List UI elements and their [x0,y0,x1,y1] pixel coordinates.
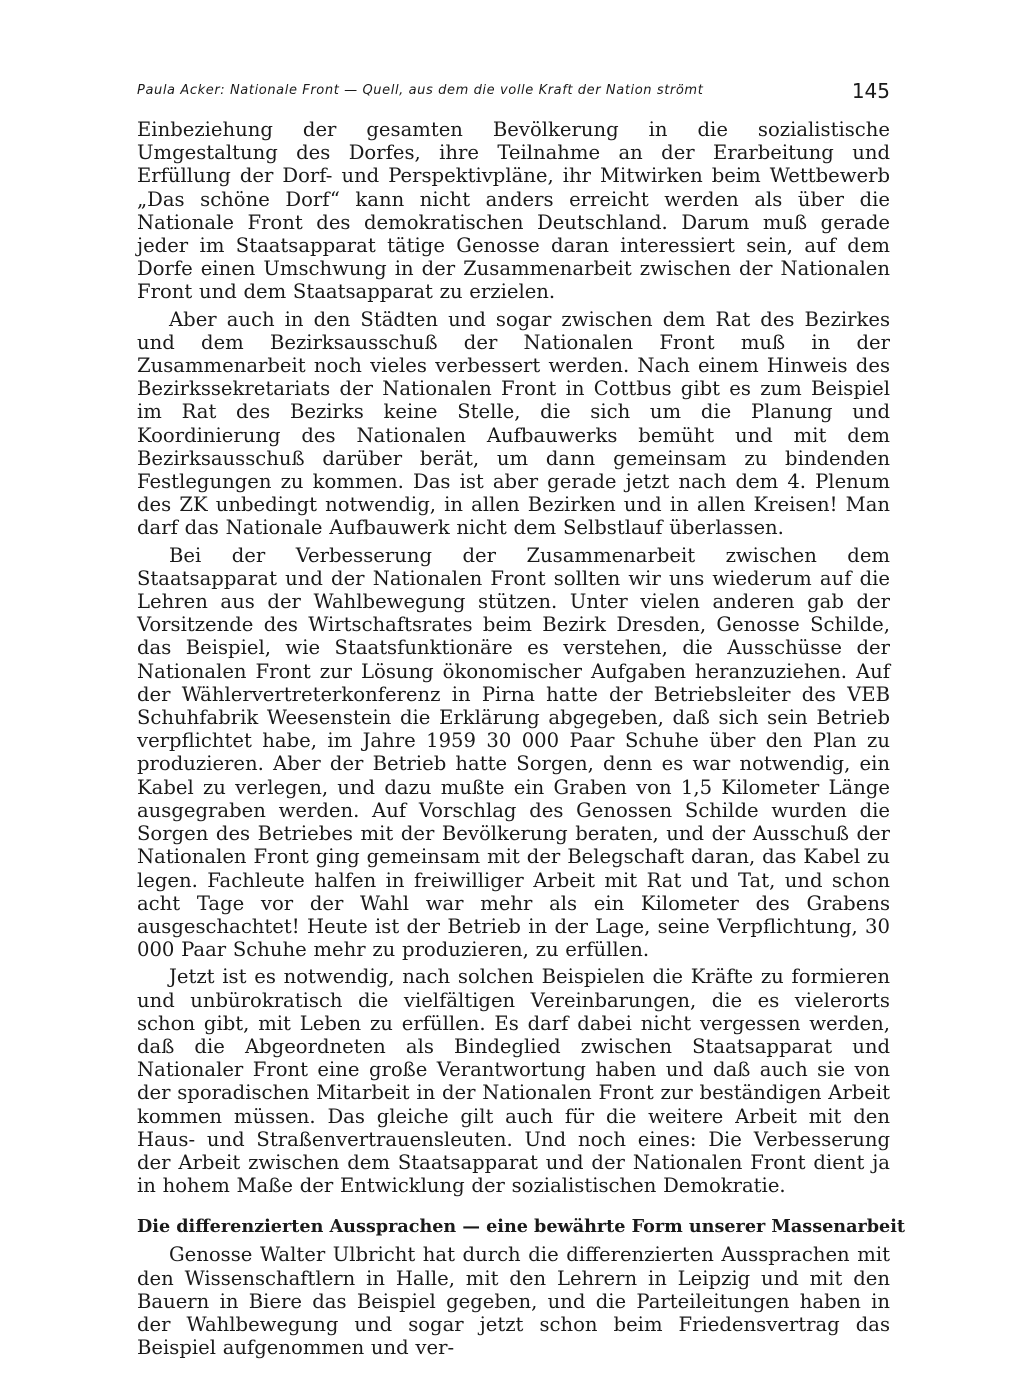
page-header [137,78,890,118]
paragraph-3: Bei der Verbesserung der Zusammenarbeit zwischen dem Staatsapparat und der Nationalen Front sollten wir uns wiederum auf die Lehren aus der Wahlbewegung stützen. Unter vielen anderen gab der Vorsitzende des Wirtschaftsrates beim Bezirk Dresden, Genosse Schilde, das Beispiel, wie Staatsfunktionäre es verstehen, die Ausschüsse der Nationalen Front zur Lösung ökonomischer Aufgaben heranzuziehen. Auf der Wählervertreterkonferenz in Pirna hatte der Betriebsleiter des VEB Schuhfabrik Weesenstein die Erklärung abgegeben, daß sich sein Betrieb verpflichtet habe, im Jahre 1959 30 000 Paar Schuhe über den Plan zu produzieren. Aber der Betrieb hatte Sorgen, denn es war notwendig, ein Kabel zu verlegen, und dazu mußte ein Graben von 1,5 Kilometer Länge ausgegraben werden. Auf Vorschlag des Genossen Schilde wurden die Sorgen des Betriebes mit der Bevölkerung beraten, und der Ausschuß der Nationalen Front ging gemeinsam mit der Belegschaft daran, das Kabel zu legen. Fachleute halfen in freiwilliger Arbeit mit Rat und Tat, und schon acht Tage vor der Wahl war mehr als ein Kilometer des Grabens ausgeschachtet! Heute ist der Betrieb in der Lage, seine Verpflichtung, 30 000 Paar Schuhe mehr zu produzieren, zu erfüllen. [137,543,890,962]
running-head: Paula Acker: Nationale Front — Quell, aus dem die volle Kraft der Nation strömt [137,83,704,98]
section-heading: Die differenzierten Aussprachen — eine bewährte Form unserer Massenarbeit [137,1216,906,1238]
document-page [137,78,906,1360]
section-paragraph: Genosse Walter Ulbricht hat durch die differenzierten Aussprachen mit den Wissenschaftlern in Halle, mit den Lehrern in Leipzig und mit den Bauern in Biere das Beispiel gegeben, und die Parteileitungen haben in der Wahlbewegung und sogar jetzt schon beim Friedensvertrag das Beispiel aufgenommen und ver- [137,1243,890,1360]
paragraph-1: Einbeziehung der gesamten Bevölkerung in die sozialistische Umgestaltung des Dorfes, ihre Teilnahme an der Erarbeitung und Erfüllung der Dorf- und Perspektivpläne, ihr Mitwirken beim Wettbewerb „Das schöne Dorf“ kann nicht anders erreicht werden als über die Nationale Front des demokratischen Deutschland. Darum muß gerade jeder im Staatsapparat tätige Genosse daran interessiert sein, auf dem Dorfe einen Umschwung in der Zusammenarbeit zwischen der Nationalen Front und dem Staatsapparat zu erzielen. [137,118,890,304]
paragraph-4: Jetzt ist es notwendig, nach solchen Beispielen die Kräfte zu formieren und unbürokratisch die vielfältigen Vereinbarungen, die es vielerorts schon gibt, mit Leben zu erfüllen. Es darf dabei nicht vergessen werden, daß die Abgeordneten als Bindeglied zwischen Staatsapparat und Nationaler Front eine große Verantwortung haben und daß auch sie von der sporadischen Mitarbeit in der Nationalen Front zur beständigen Arbeit kommen müssen. Das gleiche gilt auch für die weitere Arbeit mit den Haus- und Straßenvertrauensleuten. Und noch eines: Die Verbesserung der Arbeit zwischen dem Staatsapparat und der Nationalen Front dient ja in hohem Maße der Entwicklung der sozialistischen Demokratie. [137,965,890,1198]
page-number: 145 [851,79,890,103]
paragraph-2: Aber auch in den Städten und sogar zwischen dem Rat des Bezirkes und dem Bezirksausschuß der Nationalen Front muß in der Zusammenarbeit noch vieles verbessert werden. Nach einem Hinweis des Bezirkssekretariats der Nationalen Front in Cottbus gibt es zum Beispiel im Rat des Bezirks keine Stelle, die sich um die Planung und Koordinierung des Nationalen Aufbauwerks bemüht und mit dem Bezirksausschuß darüber berät, um dann gemeinsam zu bindenden Festlegungen zu kommen. Das ist aber gerade jetzt nach dem 4. Plenum des ZK unbedingt notwendig, in allen Bezirken und in allen Kreisen! Man darf das Nationale Aufbauwerk nicht dem Selbstlauf überlassen. [137,307,890,540]
